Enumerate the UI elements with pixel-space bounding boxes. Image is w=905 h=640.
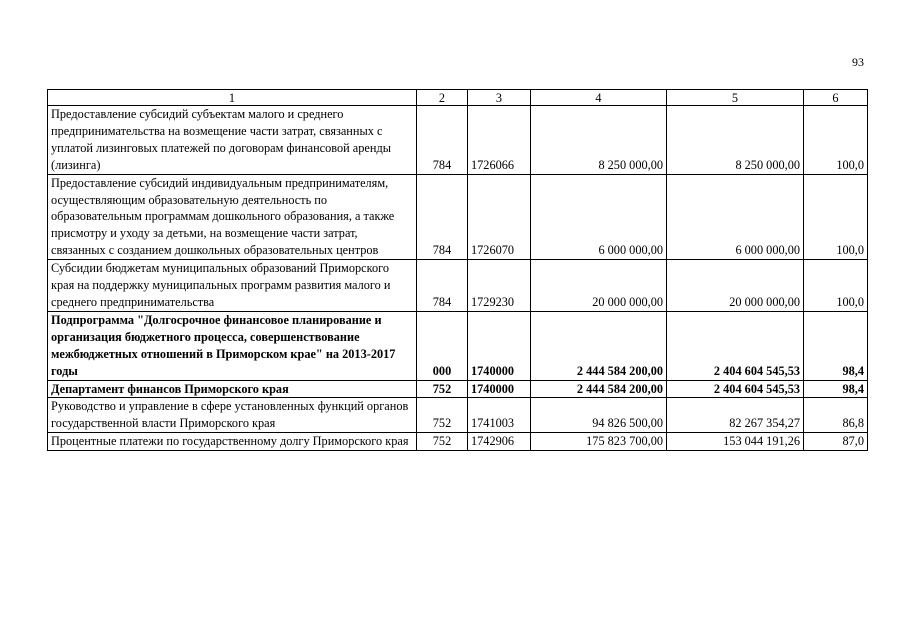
executed-amount-cell: 153 044 191,26 <box>667 433 804 451</box>
planned-amount-cell: 6 000 000,00 <box>531 174 667 260</box>
column-header: 6 <box>804 90 868 106</box>
column-header: 4 <box>531 90 667 106</box>
target-code-cell: 1742906 <box>468 433 531 451</box>
budget-table <box>47 89 868 451</box>
executed-amount-cell: 2 404 604 545,53 <box>667 380 804 398</box>
item-name-cell: Предоставление субсидий индивидуальным предпринимателям, осуществляющим образовательную деятельность по образовательным программам дошкольного образования, а также присмотру и уходу за детьми, на возмещение части затрат, связанных с созданием дошкольных образовательных центров <box>48 174 417 260</box>
item-name-cell: Департамент финансов Приморского края <box>48 380 417 398</box>
percent-cell: 100,0 <box>804 174 868 260</box>
agency-code-cell: 752 <box>417 380 468 398</box>
executed-amount-cell: 6 000 000,00 <box>667 174 804 260</box>
planned-amount-cell: 175 823 700,00 <box>531 433 667 451</box>
executed-amount-cell: 8 250 000,00 <box>667 106 804 175</box>
item-name-cell: Процентные платежи по государственному долгу Приморского края <box>48 433 417 451</box>
table-row <box>48 106 868 175</box>
item-name-cell: Руководство и управление в сфере установленных функций органов государственной власти Приморского края <box>48 398 417 433</box>
percent-cell: 86,8 <box>804 398 868 433</box>
agency-code-cell: 752 <box>417 398 468 433</box>
item-name-cell: Субсидии бюджетам муниципальных образований Приморского края на поддержку муниципальных программ развития малого и среднего предпринимательства <box>48 260 417 312</box>
item-name-cell: Подпрограмма "Долгосрочное финансовое планирование и организация бюджетного процесса, совершенствование межбюджетных отношений в Приморском крае" на 2013-2017 годы <box>48 311 417 380</box>
table-row <box>48 260 868 312</box>
target-code-cell: 1741003 <box>468 398 531 433</box>
page-number: 93 <box>852 55 864 69</box>
table-header-row <box>48 90 868 106</box>
department-row <box>48 380 868 398</box>
executed-amount-cell: 20 000 000,00 <box>667 260 804 312</box>
percent-cell: 100,0 <box>804 106 868 175</box>
column-header: 5 <box>667 90 804 106</box>
planned-amount-cell: 2 444 584 200,00 <box>531 380 667 398</box>
executed-amount-cell: 2 404 604 545,53 <box>667 311 804 380</box>
target-code-cell: 1726070 <box>468 174 531 260</box>
planned-amount-cell: 2 444 584 200,00 <box>531 311 667 380</box>
planned-amount-cell: 94 826 500,00 <box>531 398 667 433</box>
column-header: 3 <box>468 90 531 106</box>
agency-code-cell: 784 <box>417 260 468 312</box>
percent-cell: 98,4 <box>804 311 868 380</box>
agency-code-cell: 784 <box>417 174 468 260</box>
subprogram-row <box>48 311 868 380</box>
table-row <box>48 174 868 260</box>
table-row <box>48 433 868 451</box>
planned-amount-cell: 20 000 000,00 <box>531 260 667 312</box>
percent-cell: 98,4 <box>804 380 868 398</box>
column-header: 1 <box>48 90 417 106</box>
target-code-cell: 1740000 <box>468 311 531 380</box>
target-code-cell: 1726066 <box>468 106 531 175</box>
column-header: 2 <box>417 90 468 106</box>
agency-code-cell: 752 <box>417 433 468 451</box>
agency-code-cell: 000 <box>417 311 468 380</box>
percent-cell: 100,0 <box>804 260 868 312</box>
agency-code-cell: 784 <box>417 106 468 175</box>
percent-cell: 87,0 <box>804 433 868 451</box>
target-code-cell: 1740000 <box>468 380 531 398</box>
planned-amount-cell: 8 250 000,00 <box>531 106 667 175</box>
target-code-cell: 1729230 <box>468 260 531 312</box>
executed-amount-cell: 82 267 354,27 <box>667 398 804 433</box>
item-name-cell: Предоставление субсидий субъектам малого и среднего предпринимательства на возмещение части затрат, связанных с уплатой лизинговых платежей по договорам финансовой аренды (лизинга) <box>48 106 417 175</box>
table-row <box>48 398 868 433</box>
